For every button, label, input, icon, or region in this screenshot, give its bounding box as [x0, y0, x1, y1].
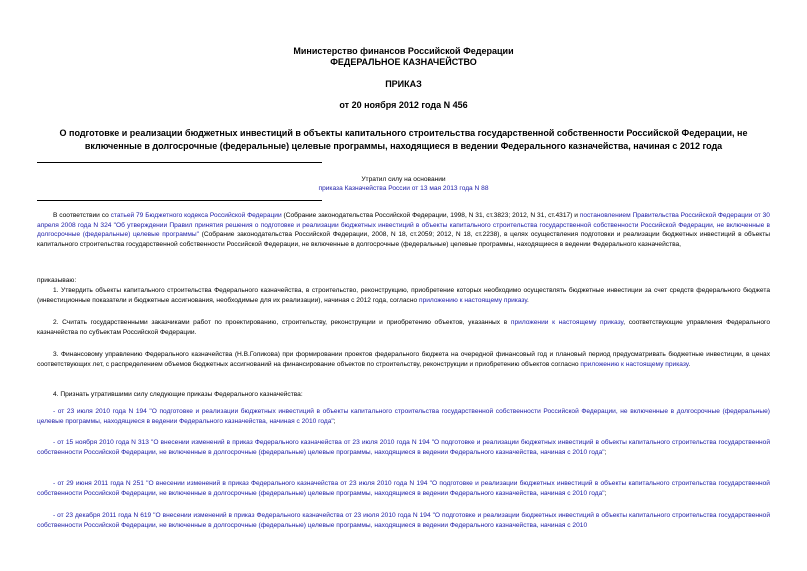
divider-bottom — [37, 200, 322, 201]
repealed-order-3: - от 29 июня 2011 года N 251 "О внесении изменений в приказ Федерального казначейства от 23 июля 2010 года N 194 "О подготовке и реализации бюджетных инвестиций в объекты капитального строительства государственной собственности Российской Федерации, не включенные в долгосрочные (федеральные) целевые программы, находящиеся в ведении Федерального казначейства, начиная с 2010 года"; — [37, 480, 770, 497]
budget-code-link[interactable]: статьей 79 Бюджетного кодекса Российской Федерации — [110, 212, 282, 219]
repealed-order-2: - от 15 ноября 2010 года N 313 "О внесении изменений в приказ Федерального казначейства от 23 июля 2010 года N 194 "О подготовке и реализации бюджетных инвестиций в объекты капитального строительства государственной собственности Российской Федерации, не включенные в долгосрочные (федеральные) целевые программы, находящиеся в ведении Федерального казначейства, начиная с 2010 года"; — [37, 439, 770, 456]
lost-force-note: Утратил силу на основании — [361, 176, 446, 183]
treasury-heading: ФЕДЕРАЛЬНОЕ КАЗНАЧЕЙСТВО — [330, 57, 477, 67]
ministry-heading: Министерство финансов Российской Федерации — [293, 46, 514, 56]
date-number-heading: от 20 ноября 2012 года N 456 — [339, 100, 468, 110]
doc-type-heading: ПРИКАЗ — [385, 79, 422, 89]
repealed-link-3[interactable]: - от 29 июня 2011 года N 251 "О внесении изменений в приказ Федерального казначейства от 23 июля 2010 года N 194 "О подготовке и реализации бюджетных инвестиций в объекты капитального строительства государственной собственности Российской Федерации, не включенные в долгосрочные (федеральные) целевые программы, находящиеся в ведении Федерального казначейства, начиная с 2010 года" — [37, 480, 770, 497]
appendix-link-1[interactable]: приложению к настоящему приказу — [419, 296, 528, 304]
prikazyvayu-text: приказываю: — [37, 277, 77, 284]
repealed-link-2[interactable]: - от 15 ноября 2010 года N 313 "О внесении изменений в приказ Федерального казначейства от 23 июля 2010 года N 194 "О подготовке и реализации бюджетных инвестиций в объекты капитального строительства государственной собственности Российской Федерации, не включенные в долгосрочные (федеральные) целевые программы, находящиеся в ведении Федерального казначейства, начиная с 2010 года" — [37, 439, 770, 456]
appendix-link-2[interactable]: приложении к настоящему приказу — [510, 319, 624, 326]
document-page — [37, 0, 770, 571]
preamble-paragraph: В соответствии со статьей 79 Бюджетного кодекса Российской Федерации (Собрание законодательства Российской Федерации, 1998, N 31, ст.3823; 2012, N 31, ст.4317) и постановлением Правительства Российской Федерации от 30 апреля 2008 года N 324 "Об утверждении Правил принятия решения о подготовке и реализации бюджетных инвестиций в объекты капитального строительства государственной собственности Российской Федерации, не включенные в долгосрочные (федеральные) целевые программы" (Собрание законодательства Российской Федерации, 2008, N 18, ст.2059; 2012, N 18, ст.2238), в целях осуществления подготовки и реализации бюджетных инвестиций в объекты капитального строительства государственной собственности Российской Федерации, не включенные в долгосрочные (федеральные) целевые программы, находящиеся в ведении Федерального казначейства, — [37, 212, 770, 248]
government-decree-link[interactable]: постановлением Правительства Российской Федерации от 30 апреля 2008 года N 324 "Об утверждении Правил принятия решения о подготовке и реализации бюджетных инвестиций в объекты капитального строительства государственной собственности Российской Федерации, не включенные в долгосрочные (федеральные) целевые программы" — [37, 212, 770, 239]
item-3: 3. Финансовому управлению Федерального казначейства (Н.В.Голикова) при формировании проектов федерального бюджета на очередной финансовый год и плановый период предусматривать бюджетные инвестиции, в ценах соответствующих лет, с распределением объемов бюджетных ассигнований на финансирование объектов по строительству, реконструкции и приобретению объектов согласно приложению к настоящему приказу. — [37, 351, 770, 368]
item-1: 1. Утвердить объекты капитального строительства Федерального казначейства, в строительство, реконструкцию, приобретение которых необходимо осуществлять бюджетные инвестиции за счет средств федерального бюджета (инвестиционные показатели и бюджетные ассигнования, необходимые для их реализации), начиная с 2012 года, согласно приложению к настоящему приказу. — [37, 287, 770, 304]
repealed-order-1: - от 23 июля 2010 года N 194 "О подготовке и реализации бюджетных инвестиций в объекты капитального строительства государственной собственности Российской Федерации, не включенные в долгосрочные (федеральные) целевые программы, находящиеся в ведении Федерального казначейства, начиная с 2010 года"; — [37, 408, 770, 425]
document-title: О подготовке и реализации бюджетных инвестиций в объекты капитального строительства государственной собственности Российской Федерации, не включенные в долгосрочные (федеральные) целевые программы, находящиеся в ведении Федерального казначейства, начиная с 2012 года — [59, 128, 748, 151]
repealed-link-4[interactable]: - от 23 декабря 2011 года N 619 "О внесении изменений в приказ Федерального казначейства от 23 июля 2010 года N 194 "О подготовке и реализации бюджетных инвестиций в объекты капитального строительства государственной собственности Российской Федерации, не включенные в долгосрочные (федеральные) целевые программы, находящиеся в ведении Федерального казначейства, начиная с 2010 — [37, 512, 770, 529]
repealed-order-4 — [37, 511, 770, 530]
repealed-link-1[interactable]: - от 23 июля 2010 года N 194 "О подготовке и реализации бюджетных инвестиций в объекты капитального строительства государственной собственности Российской Федерации, не включенные в долгосрочные (федеральные) целевые программы, находящиеся в ведении Федерального казначейства, начиная с 2010 года" — [37, 408, 770, 425]
appendix-link-3[interactable]: приложению к настоящему приказу — [580, 360, 689, 368]
lost-force-link[interactable]: приказа Казначейства России от 13 мая 2013 года N 88 — [318, 185, 489, 192]
divider-top — [37, 162, 322, 163]
item-4: 4. Признать утратившими силу следующие приказы Федерального казначейства: — [53, 391, 303, 398]
item-2: 2. Считать государственными заказчиками работ по проектированию, строительству, реконструкции и приобретению объектов, указанных в приложении к настоящему приказу, соответствующие управления Федерального казначейства по субъектам Российской Федерации. — [37, 319, 770, 336]
